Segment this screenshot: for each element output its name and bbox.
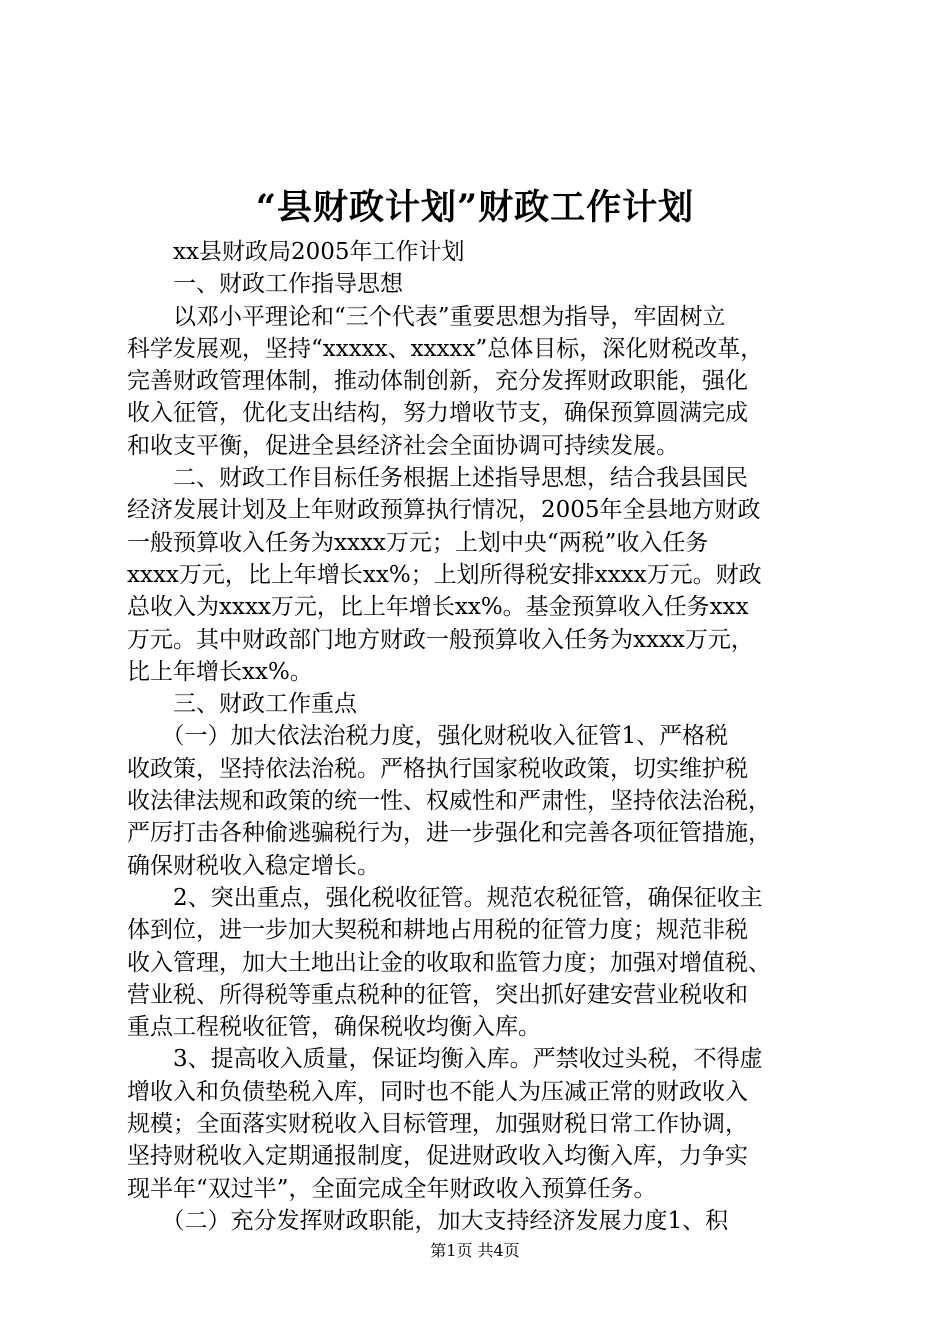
body-line: 收法律法规和政策的统一性、权威性和严肃性，坚持依法治税， xyxy=(127,788,771,815)
body-line: 以邓小平理论和“三个代表”重要思想为指导，牢固树立 xyxy=(127,303,726,330)
body-line: 增收入和负债垫税入库，同时也不能人为压减正常的财政收入 xyxy=(127,1078,748,1105)
body-line: 重点工程税收征管，确保税收均衡入库。 xyxy=(127,1014,541,1041)
body-line: 完善财政管理体制，推动体制创新，充分发挥财政职能，强化 xyxy=(127,368,748,395)
body-line: 2、突出重点，强化税收征管。规范农税征管，确保征收主 xyxy=(127,884,763,911)
body-line: xxxx万元，比上年增长xx%；上划所得税安排xxxx万元。财政 xyxy=(127,561,762,588)
body-line: 坚持财税收入定期通报制度，促进财政收入均衡入库，力争实 xyxy=(127,1143,748,1170)
body-line: 收入管理，加大土地出让金的收取和监管力度；加强对增值税、 xyxy=(127,949,771,976)
body-line: 经济发展计划及上年财政预算执行情况，2005年全县地方财政 xyxy=(127,497,761,524)
page-footer: 第1页 共4页 xyxy=(430,1241,520,1260)
body-line: 体到位，进一步加大契税和耕地占用税的征管力度；规范非税 xyxy=(127,917,748,944)
body-line: 和收支平衡，促进全县经济社会全面协调可持续发展。 xyxy=(127,432,679,459)
body-line: 总收入为xxxx万元，比上年增长xx%。基金预算收入任务xxx xyxy=(127,594,749,621)
body-line: 三、财政工作重点 xyxy=(127,691,357,718)
body-line: 严厉打击各种偷逃骗税行为，进一步强化和完善各项征管措施， xyxy=(127,820,771,847)
body-line: 确保财税收入稳定增长。 xyxy=(127,852,380,879)
body-line: 营业税、所得税等重点税种的征管，突出抓好建安营业税收和 xyxy=(127,981,748,1008)
document-title: “县财政计划”财政工作计划 xyxy=(255,187,695,228)
body-line: 收入征管，优化支出结构，努力增收节支，确保预算圆满完成 xyxy=(127,400,748,427)
body-line: 现半年“双过半”，全面完成全年财政收入预算任务。 xyxy=(127,1175,657,1202)
body-line: 一、财政工作指导思想 xyxy=(127,271,403,298)
document-body xyxy=(127,236,833,1237)
body-line: 收政策，坚持依法治税。严格执行国家税收政策，切实维护税 xyxy=(127,755,748,782)
body-line: （一）加大依法治税力度，强化财税收入征管1、严格税 xyxy=(127,723,729,750)
body-line: 科学发展观，坚持“xxxxx、xxxxx”总体目标，深化财税改革， xyxy=(127,335,764,362)
body-line: （二）充分发挥财政职能，加大支持经济发展力度1、积 xyxy=(127,1207,729,1234)
body-line: 万元。其中财政部门地方财政一般预算收入任务为xxxx万元， xyxy=(127,626,754,653)
body-line: 比上年增长xx%。 xyxy=(127,658,313,685)
body-line: 二、财政工作目标任务根据上述指导思想，结合我县国民 xyxy=(127,465,748,492)
body-line: xx县财政局2005年工作计划 xyxy=(127,239,465,265)
body-line: 规模；全面落实财税收入目标管理，加强财税日常工作协调， xyxy=(127,1111,748,1138)
body-line: 3、提高收入质量，保证均衡入库。严禁收过头税，不得虚 xyxy=(127,1046,763,1073)
body-line: 一般预算收入任务为xxxx万元；上划中央“两税”收入任务 xyxy=(127,529,709,556)
